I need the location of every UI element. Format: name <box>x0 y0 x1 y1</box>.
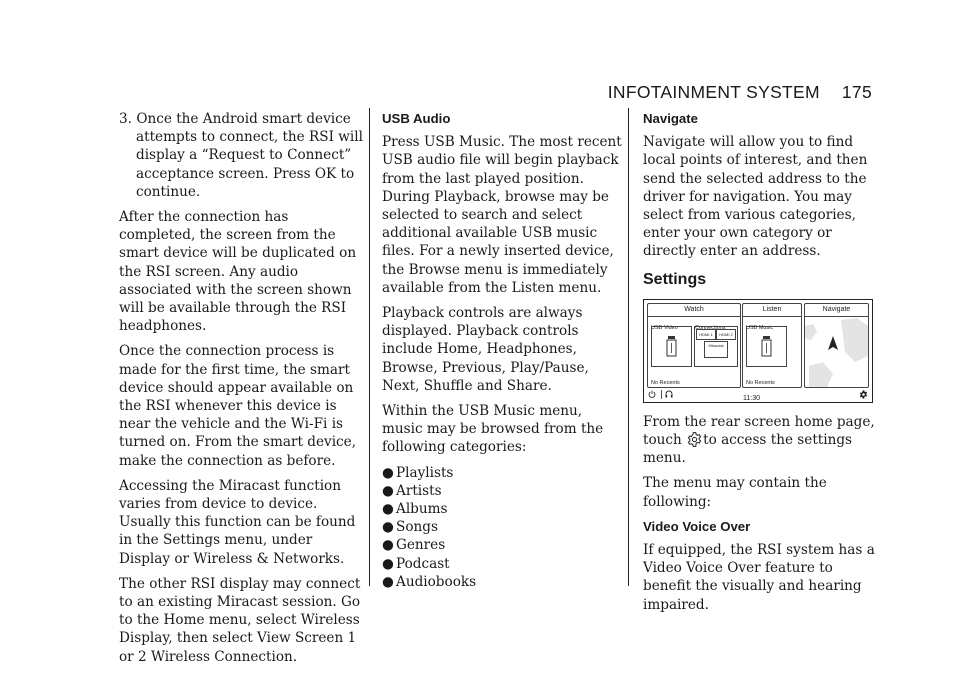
bullet: ● <box>382 501 394 518</box>
watch-title: Watch <box>648 304 740 317</box>
divider <box>660 390 663 399</box>
usb-drive-icon <box>652 327 691 366</box>
page-number: 175 <box>841 82 872 102</box>
settings-gear-icon <box>687 432 702 447</box>
list-item: ● Genres <box>382 537 446 554</box>
paragraph: After the connection has completed, the screen from the smart device will be duplicated on the RSI screen. Any audio associated with the screen shown will be available through the RSI headphones. <box>119 209 357 335</box>
paragraph: The other RSI display may connect to an existing Miracast session. Go to the Home menu, select Wireless Display, then select View Screen 1 or 2 Wireless Connection. <box>119 575 361 665</box>
navigate-panel <box>804 303 869 388</box>
usb-music-label: USB Music <box>746 324 774 331</box>
bullet: ● <box>382 482 394 499</box>
column-3 <box>643 110 883 621</box>
bullet: ● <box>382 573 394 590</box>
usb-drive-icon <box>747 327 786 366</box>
paragraph: Playback controls are always displayed. Playback controls include Home, Headphones, Browse, Previous, Play/Pause, Next, Shuffle and Share. <box>382 305 589 394</box>
settings-heading: Settings <box>643 270 707 288</box>
status-bar <box>648 390 868 402</box>
list-item: ● Songs <box>382 519 438 536</box>
rsi-home-screen-figure <box>643 299 873 403</box>
video-voice-over-heading: Video Voice Over <box>643 518 751 534</box>
paragraph: If equipped, the RSI system has a Video Voice Over feature to benefit the visually and hearing impaired. <box>643 542 875 613</box>
hdmi-1-button: HDMI 1 <box>696 329 716 340</box>
paragraph: Press USB Music. The most recent USB audio file will begin playback from the last played position. During Playback, browse may be selected to search and select additional available USB music files. For a newly inserted device, the Browse menu is immediately available from the Listen menu. <box>382 134 622 296</box>
step-number: 3. <box>119 111 132 127</box>
bullet: ● <box>382 537 394 554</box>
list-item: ● Playlists <box>382 464 454 481</box>
paragraph: From the rear screen home page, touch to access the settings menu. <box>643 413 875 467</box>
navigate-heading: Navigate <box>643 111 698 126</box>
connections-tile <box>694 326 738 367</box>
column-1 <box>119 110 364 673</box>
usb-audio-heading: USB Audio <box>382 111 451 126</box>
paragraph: Within the USB Music menu, music may be browsed from the following categories: <box>382 403 604 456</box>
column-divider-2 <box>628 108 629 586</box>
paragraph: Navigate will allow you to find local points of interest, and then send the selected address to the driver for navigation. You may select from various categories, enter your own category or directly enter an address. <box>643 134 868 260</box>
bullet: ● <box>382 555 394 572</box>
column-divider-1 <box>369 108 370 586</box>
list-item: ● Artists <box>382 482 442 499</box>
map-icon <box>805 316 868 387</box>
page-header <box>608 82 872 103</box>
section-title: INFOTAINMENT SYSTEM <box>607 82 820 102</box>
power-icon[interactable] <box>648 390 656 398</box>
step-3 <box>119 110 364 201</box>
list-item: ● Podcast <box>382 555 450 572</box>
navigate-title: Navigate <box>805 304 868 317</box>
bullet: ● <box>382 464 394 481</box>
connections-label: Connections <box>695 324 726 331</box>
list-item: ● Albums <box>382 501 448 518</box>
usb-video-tile <box>651 326 692 367</box>
miracast-label: Miracast <box>708 342 724 348</box>
hdmi-2-button: HDMI 2 <box>716 329 736 340</box>
clock: 11:30 <box>743 394 760 402</box>
listen-title: Listen <box>743 304 801 317</box>
paragraph: The menu may contain the following: <box>643 475 827 510</box>
column-2 <box>382 110 622 598</box>
paragraph: Accessing the Miracast function varies from device to device. Usually this function can be found in the Settings menu, under Display or Wireless & Networks. <box>119 477 356 567</box>
headphones-icon[interactable] <box>665 390 673 398</box>
listen-panel <box>742 303 802 388</box>
usb-video-label: USB Video <box>651 324 678 331</box>
paragraph: Once the connection process is made for the first time, the smart device should appear available on the RSI whenever this device is near the vehicle and the Wi-Fi is turned on. From the smart device, make the connection as before. <box>119 343 357 469</box>
watch-panel <box>647 303 741 388</box>
bullet: ● <box>382 519 394 536</box>
miracast-button <box>704 341 728 358</box>
usb-music-tile <box>746 326 787 367</box>
no-recents-label: No Recents <box>746 379 775 386</box>
category-list <box>382 464 622 591</box>
no-recents-label: No Recents <box>651 379 680 386</box>
list-item: ● Audiobooks <box>382 573 477 590</box>
step-text: Once the Android smart device attempts to connect, the RSI will display a “Request to Connect” acceptance screen. Press OK to continue. <box>136 111 363 200</box>
settings-gear-icon[interactable] <box>859 390 868 399</box>
